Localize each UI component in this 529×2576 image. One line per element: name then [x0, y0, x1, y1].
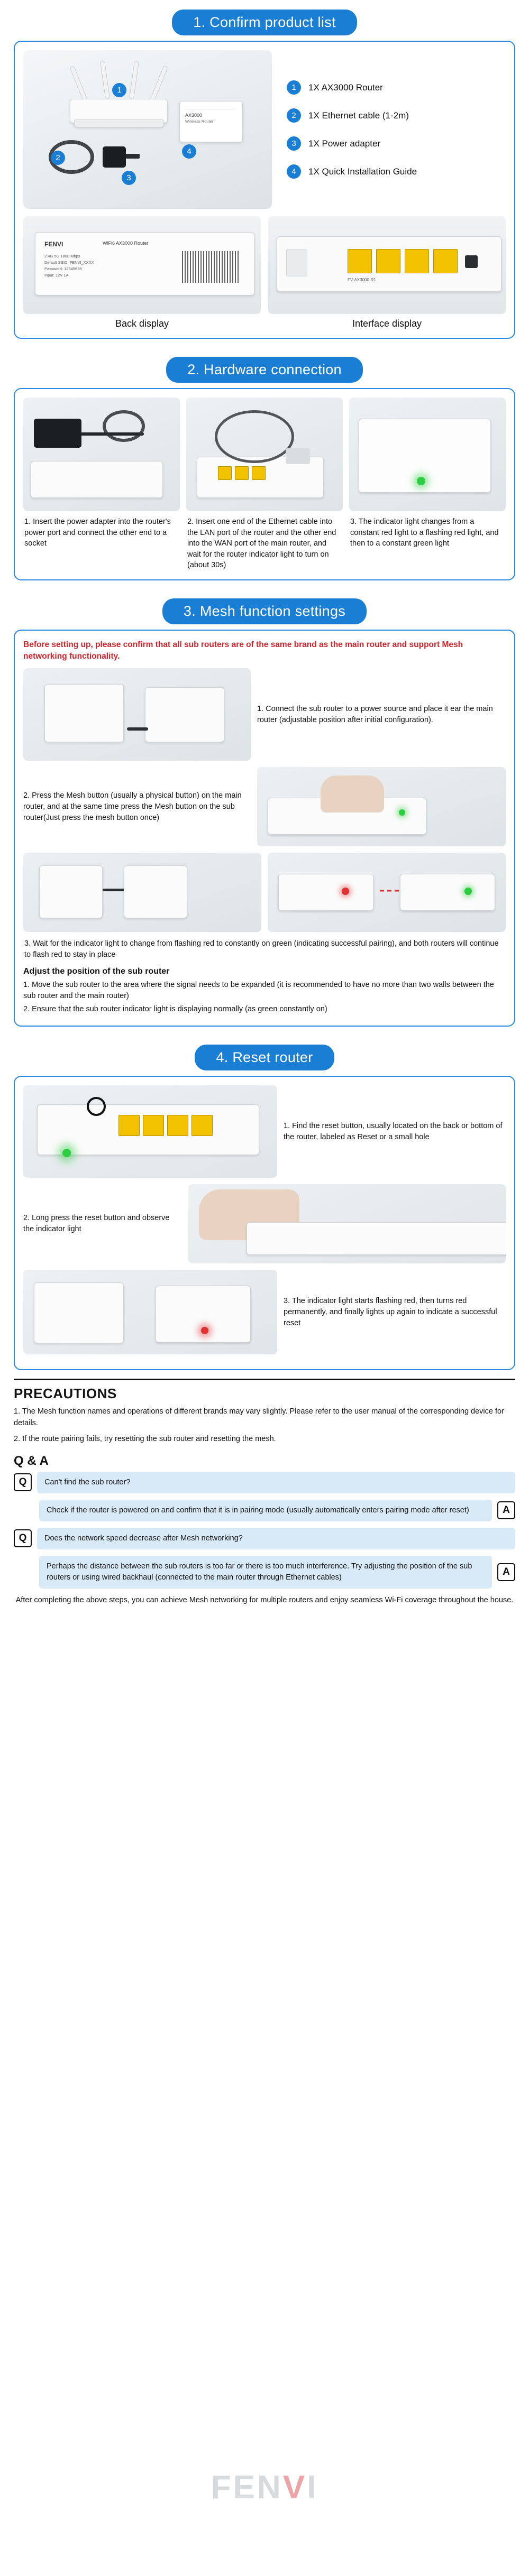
section-2-box — [14, 388, 515, 580]
section-3-box — [14, 630, 515, 1027]
back-display-photo — [23, 216, 261, 314]
item-number-2: 2 — [287, 108, 301, 123]
product-list — [279, 50, 506, 209]
item-number-3: 3 — [287, 136, 301, 151]
section-1-title: 1. Confirm product list — [172, 10, 357, 35]
list-item — [287, 136, 506, 151]
plate-brand: FENVI — [44, 241, 63, 248]
q-badge-2: Q — [14, 1529, 32, 1547]
qa-question-2 — [14, 1528, 515, 1549]
hw-step-3-photo — [349, 398, 506, 511]
back-display-caption: Back display — [115, 318, 169, 329]
section-2-title: 2. Hardware connection — [166, 357, 363, 383]
qa-answer-1 — [14, 1500, 515, 1521]
hw-step-3 — [349, 398, 506, 571]
section-4-header — [0, 1035, 529, 1076]
mesh-step-1-text: 1. Connect the sub router to a power source and place it ear the main router (adjustable position after initial configuration). — [257, 704, 493, 724]
item-label-4: 1X Quick Installation Guide — [308, 166, 417, 177]
hw-step-1 — [23, 398, 180, 571]
closing-text: After completing the above steps, you can achieve Mesh networking for multiple routers and enjoy seamless Wi-Fi coverage throughout the house. — [15, 1595, 514, 1604]
section-4-title: 4. Reset router — [195, 1045, 334, 1070]
precaution-item-1: 1. The Mesh function names and operations of different brands may vary slightly. Please refer to the user manual of the corresponding device for details. — [14, 1407, 504, 1428]
section-1-header — [0, 0, 529, 41]
mesh-warning-note: Before setting up, please confirm that all sub routers are of the same brand as the main router and support Mesh networking functionality. — [23, 640, 463, 661]
section-3-title: 3. Mesh function settings — [162, 598, 367, 624]
hw-step-1-photo — [23, 398, 180, 511]
product-contents-photo — [23, 50, 272, 209]
reset-step-2-text: 2. Long press the reset button and observe the indicator light — [23, 1214, 170, 1234]
section-4-box — [14, 1076, 515, 1370]
qa-answer-2 — [14, 1556, 515, 1589]
reset-step-3-photo — [23, 1270, 277, 1354]
a-badge-1: A — [497, 1501, 515, 1519]
plate-model: WiFi6 AX3000 Router — [103, 241, 149, 246]
qa-answer-2-text: Perhaps the distance between the sub routers is too far or there is too much interference. Try adjusting the position of the sub routers or using wired backhaul (connected to the main router through Ethernet cables) — [39, 1556, 492, 1589]
adjust-position-text-2: 2. Ensure that the sub router indicator light is displaying normally (as green constantly on) — [23, 1005, 327, 1014]
qa-answer-1-text: Check if the router is powered on and confirm that it is in pairing mode (usually automatically enters pairing mode after reset) — [39, 1500, 492, 1521]
mesh-step-3-photo-left — [23, 853, 261, 932]
precautions-title: PRECAUTIONS — [14, 1386, 117, 1402]
qa-question-2-text: Does the network speed decrease after Mesh networking? — [37, 1528, 515, 1549]
mesh-step-1-photo — [23, 668, 251, 761]
adjust-position-title: Adjust the position of the sub router — [23, 967, 170, 976]
box-model-label: AX3000 — [185, 113, 203, 118]
reset-step-3-text: 3. The indicator light starts flashing red, then turns red permanently, and finally lights up again to indicate a successful reset — [284, 1296, 497, 1327]
list-item — [287, 80, 506, 95]
interface-display-caption: Interface display — [352, 318, 422, 329]
callout-4: 4 — [182, 144, 196, 159]
section-3-header — [0, 589, 529, 630]
reset-step-2-photo — [188, 1184, 506, 1263]
item-label-2: 1X Ethernet cable (1-2m) — [308, 110, 409, 121]
back-display-cell — [23, 216, 261, 329]
qa-question-1-text: Can't find the sub router? — [37, 1472, 515, 1493]
callout-1: 1 — [112, 83, 126, 97]
mesh-step-3-text: 3. Wait for the indicator light to change from flashing red to constantly on green (indicating successful pairing), and both routers will continue to flash red to stay in place — [24, 939, 499, 959]
qa-title: Q & A — [14, 1453, 49, 1468]
list-item — [287, 108, 506, 123]
callout-2: 2 — [51, 151, 65, 165]
hw-step-2 — [186, 398, 343, 571]
hw-step-3-text: 3. The indicator light changes from a constant red light to a flashing red light, and then to a constant green light — [350, 518, 499, 548]
interface-display-cell — [268, 216, 506, 329]
hw-step-2-photo — [186, 398, 343, 511]
plate-line-1: 2.4G 5G 1800 Mbps — [44, 254, 80, 258]
mesh-step-2-text: 2. Press the Mesh button (usually a physical button) on the main router, and at the same time press the Mesh button on the sub router(Just press the mesh button once) — [23, 791, 242, 822]
section-1-box — [14, 41, 515, 339]
section-2-header — [0, 347, 529, 388]
plate-line-2: Default SSID: FENVI_XXXX — [44, 260, 94, 265]
hw-step-1-text: 1. Insert the power adapter into the router's power port and connect the other end to a socket — [24, 518, 171, 548]
item-number-1: 1 — [287, 80, 301, 95]
mesh-step-2-photo — [257, 767, 506, 846]
plate-line-4: Input: 12V 1A — [44, 273, 69, 278]
reset-step-1-photo — [23, 1085, 277, 1178]
reset-led-green — [62, 1149, 71, 1157]
interface-display-photo — [268, 216, 506, 314]
mesh-step-3-photo-right — [268, 853, 506, 932]
callout-3: 3 — [122, 171, 136, 185]
a-badge-2: A — [497, 1563, 515, 1581]
brand-watermark: FENVI — [211, 2469, 318, 2506]
item-number-4: 4 — [287, 164, 301, 179]
q-badge-1: Q — [14, 1473, 32, 1491]
box-sub-label: Wireless Router — [185, 118, 214, 124]
list-item — [287, 164, 506, 179]
plate-line-3: Password: 12345678 — [44, 266, 82, 271]
reset-step-1-text: 1. Find the reset button, usually located on the back or bottom of the router, labeled as Reset or a small hole — [284, 1121, 503, 1141]
precaution-item-2: 2. If the route pairing fails, try resetting the sub router and resetting the mesh. — [14, 1434, 276, 1443]
interface-model-label: FV-AX3000-R1 — [348, 278, 376, 282]
hw-step-2-text: 2. Insert one end of the Ethernet cable into the LAN port of the router and the other end into the WAN port of the main router, and wait for the router indicator light to turn on (about 30s) — [187, 518, 336, 570]
barcode — [182, 251, 240, 283]
precautions-section — [14, 1379, 515, 1588]
status-led-green — [417, 477, 425, 485]
qa-question-1 — [14, 1472, 515, 1493]
adjust-position-text-1: 1. Move the sub router to the area where the signal needs to be expanded (it is recommended to have no more than two walls between the sub router and the main router) — [23, 981, 494, 1001]
item-label-1: 1X AX3000 Router — [308, 82, 383, 93]
item-label-3: 1X Power adapter — [308, 138, 381, 149]
